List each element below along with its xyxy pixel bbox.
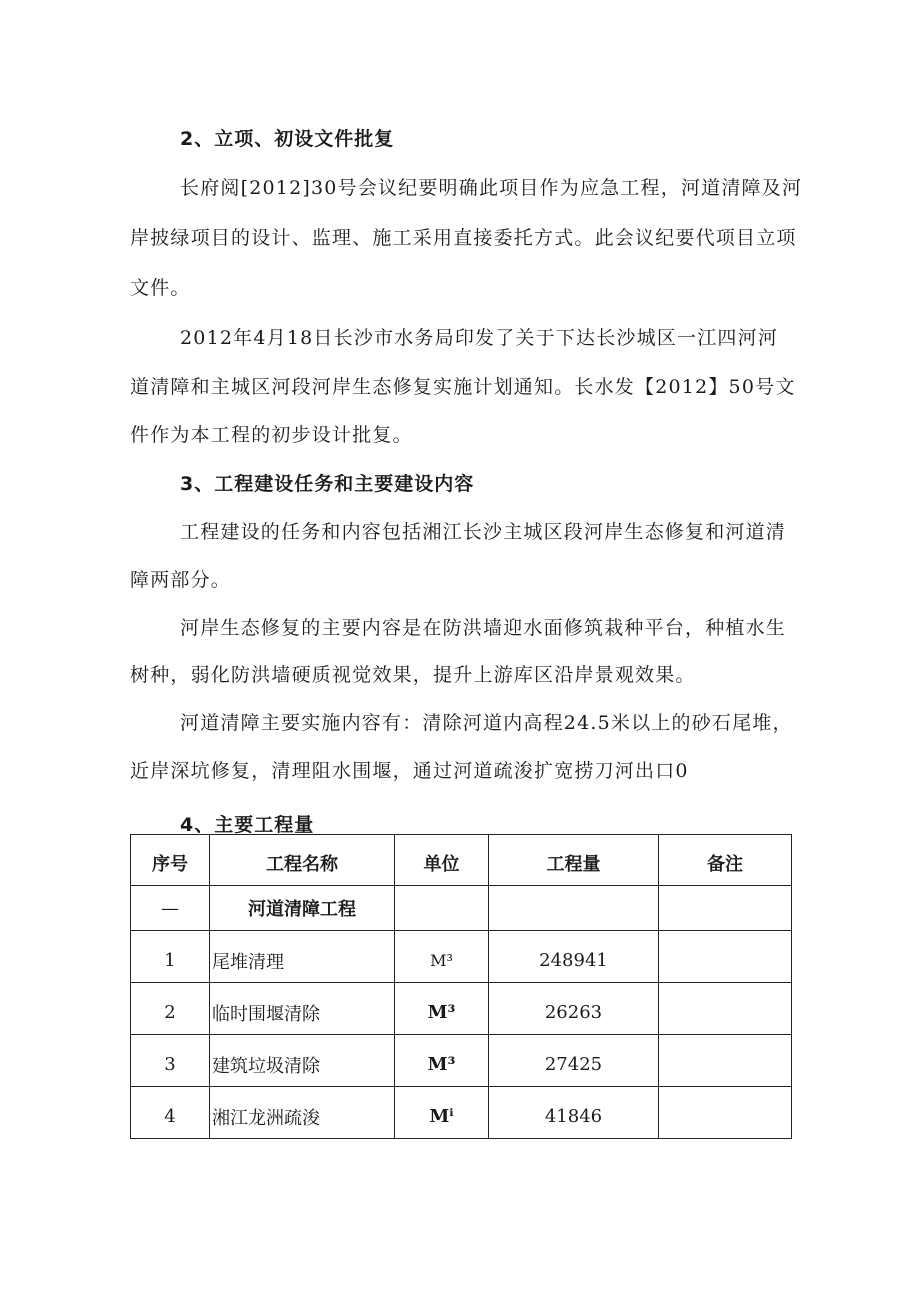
paragraph-line: 河岸生态修复的主要内容是在防洪墙迎水面修筑栽种平台，种植水生 <box>180 617 787 639</box>
header-name: 工程名称 <box>210 835 395 886</box>
row-no: 4 <box>131 1087 210 1139</box>
paragraph-line: 件作为本工程的初步设计批复。 <box>130 424 413 446</box>
row-name: 尾堆清理 <box>210 931 395 983</box>
empty-cell <box>395 886 489 931</box>
quantities-table <box>130 834 792 1139</box>
paragraph-line: 树种，弱化防洪墙硬质视觉效果，提升上游库区沿岸景观效果。 <box>130 664 696 686</box>
paragraph-line: 2012年4月18日长沙市水务局印发了关于下达长沙城区一江四河河 <box>180 327 779 349</box>
paragraph-line: 河道清障主要实施内容有：清除河道内高程24.5米以上的砂石尾堆， <box>180 712 793 734</box>
row-quantity: 41846 <box>489 1087 659 1139</box>
paragraph-line: 工程建设的任务和内容包括湘江长沙主城区段河岸生态修复和河道清 <box>180 521 787 543</box>
row-quantity: 27425 <box>489 1035 659 1087</box>
table-row <box>131 983 792 1035</box>
section-name: 河道清障工程 <box>210 886 395 931</box>
section-3-heading: 3、工程建设任务和主要建设内容 <box>180 473 475 495</box>
row-unit: M³ <box>395 931 489 983</box>
row-name: 临时围堰清除 <box>210 983 395 1035</box>
section-2-heading: 2、立项、初设文件批复 <box>180 128 395 150</box>
header-note: 备注 <box>659 835 792 886</box>
section-4-heading: 4、主要工程量 <box>180 814 315 836</box>
header-no: 序号 <box>131 835 210 886</box>
row-no: 3 <box>131 1035 210 1087</box>
row-unit: M³ <box>395 1035 489 1087</box>
row-no: 1 <box>131 931 210 983</box>
table-row <box>131 1035 792 1087</box>
row-name: 建筑垃圾清除 <box>210 1035 395 1087</box>
section-no: — <box>131 886 210 931</box>
paragraph-line: 长府阅[2012]30号会议纪要明确此项目作为应急工程，河道清障及河 <box>180 177 803 199</box>
paragraph-line: 障两部分。 <box>130 569 232 591</box>
row-unit: Mⁱ <box>395 1087 489 1139</box>
paragraph-line: 近岸深坑修复，清理阻水围堰，通过河道疏浚扩宽捞刀河出口0 <box>130 760 689 782</box>
paragraph-line: 岸披绿项目的设计、监理、施工采用直接委托方式。此会议纪要代项目立项 <box>130 227 797 249</box>
table-row <box>131 931 792 983</box>
row-unit: M³ <box>395 983 489 1035</box>
empty-cell <box>489 886 659 931</box>
row-quantity: 26263 <box>489 983 659 1035</box>
row-name: 湘江龙洲疏浚 <box>210 1087 395 1139</box>
table-row <box>131 1087 792 1139</box>
paragraph-line: 文件。 <box>130 277 191 299</box>
row-quantity: 248941 <box>489 931 659 983</box>
header-quantity: 工程量 <box>489 835 659 886</box>
row-no: 2 <box>131 983 210 1035</box>
header-unit: 单位 <box>395 835 489 886</box>
row-note <box>659 931 792 983</box>
row-note <box>659 1035 792 1087</box>
row-note <box>659 983 792 1035</box>
row-note <box>659 1087 792 1139</box>
paragraph-line: 道清障和主城区河段河岸生态修复实施计划通知。长水发【2012】50号文 <box>130 376 796 398</box>
table-section-row <box>131 886 792 931</box>
empty-cell <box>659 886 792 931</box>
table-header-row <box>131 835 792 886</box>
